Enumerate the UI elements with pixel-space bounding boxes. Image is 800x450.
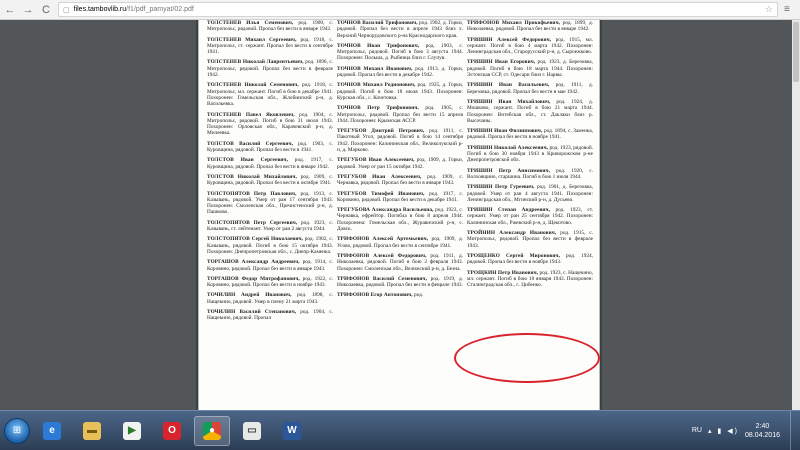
entry-name: ТРИШИН Иван Васильевич, <box>467 82 550 89</box>
word-icon: W <box>283 422 301 440</box>
clock-time: 2:40 <box>755 422 770 430</box>
memorial-entry <box>337 207 463 232</box>
memorial-entry <box>207 309 333 322</box>
memorial-entry <box>337 174 463 187</box>
entry-name: ТРИШИН Иван Михайлович, <box>467 98 551 105</box>
entry-text: род. 1915, мл. сержант. Погиб в бою 4 марта 1942. Похоронен: Ленинградская обл., Старорусский р-н, д. Сыроежково. <box>467 36 593 56</box>
entry-name: ТОЧНОВ Иван Трифонович, <box>337 42 420 49</box>
forward-button[interactable]: → <box>22 3 34 16</box>
entry-text: род. 1905, с. Митропольс, рядовой. Пропал без вести 15 апреля 1944. Похоронен: Крымская АССР. <box>337 105 464 124</box>
taskbar-chrome-button[interactable] <box>194 416 230 446</box>
entry-name: ТРОЩЕНКО Сергей Миронович, <box>467 252 561 259</box>
memorial-entry <box>207 276 333 289</box>
entry-name: ТРИШИН Николай Алексеевич, <box>467 144 549 151</box>
entry-text: род. 1904, с. Нащекино, рядовой. Пропал <box>207 308 334 322</box>
entry-text: род. 1903, с. Митропольс, рядовой. Погиб в бою 3 августа 1944. Похоронен: Польша, д. Рыбница близ г. Слупув. <box>337 42 463 62</box>
bookmark-star-icon[interactable]: ☆ <box>764 4 773 14</box>
taskbar-apps <box>30 416 310 446</box>
entry-name: ТОЛСТЕНЕВ Павел Яковлевич, <box>207 111 295 118</box>
entry-text: род. 1913, с. Казывань, рядовой. Умер от ран 17 сентября 1943. Похоронен: Смоленская обл., Пречистенский р-н, д. Пашково. <box>207 190 334 216</box>
clock[interactable] <box>745 422 780 440</box>
entry-name: ТРИШИН Иван Филиппович, <box>467 128 543 135</box>
entry-text: род. 1922, с. Коровино, рядовой. Пропал без вести в ноябре 1943. <box>207 275 333 289</box>
entry-text: род. 1902, с. Казывань, рядовой. Погиб в бою 15 октября 1943. Похоронен: Днепропетровская обл., с. Днепр-Каменка. <box>207 236 333 255</box>
entry-name: ТРИФОНОВ Алексей Федорович, <box>337 252 427 259</box>
entry-name: ТРЕГУБОВ Дмитрий Петрович, <box>337 128 425 135</box>
entry-text: род. 1909, с. Чернавка, рядовой. Пропал без вести в январе 1943. <box>337 173 464 187</box>
entry-name: ТОЛСТЕНЕВ Михаил Сергеевич, <box>207 36 297 43</box>
reload-button[interactable]: C <box>42 3 50 16</box>
start-button[interactable]: ⊞ <box>4 418 30 444</box>
memorial-entry <box>207 259 333 272</box>
show-desktop-button[interactable] <box>790 411 800 450</box>
taskbar-folder-button[interactable] <box>74 416 110 446</box>
entry-text: род. 1918, с. Митропольс, ст. сержант. Пропал без вести в сентябре 1941. <box>207 36 333 56</box>
entry-text: род. 1924, рядовой. Пропал без вести в ноябре 1943. <box>467 252 593 266</box>
entry-text: род. 1901, д. Березовка, рядовой. Умер от ран 4 августа 1941. Похоронен: Ленинградская обл., Мгинский р-н, д. Дусьево. <box>467 184 593 203</box>
entry-name: ТРИФОНОВ Михаил Прокофьевич, <box>467 20 561 26</box>
pdf-viewer[interactable] <box>0 20 800 410</box>
entry-text: род. 1924, д. Мошково, сержант. Погиб в бою 21 марта 1944. Похоронен: Витебская обл., ст. Даклаки близ р. Высочаны. <box>467 98 594 124</box>
entry-name: ТРОЩКИН Петр Иванович, <box>467 269 539 276</box>
memorial-entry <box>207 59 333 78</box>
back-button[interactable]: ← <box>4 3 16 16</box>
memorial-entry <box>207 174 333 187</box>
entry-name: ТОЛСТЕНЕВ Николай Семенович, <box>207 82 299 89</box>
entry-name: ТРЕГУБОВ Иван Алексеевич, <box>337 157 415 164</box>
memorial-entry <box>467 128 593 141</box>
memorial-entry <box>467 99 593 124</box>
memorial-entry <box>337 66 463 79</box>
entry-name: ТОЛСТОПЯТОВ Петр Павлович, <box>207 190 297 197</box>
entry-name: ТРОЙНИН Александр Иванович, <box>467 230 557 237</box>
entry-name: ТРИШИН Алексей Федорович, <box>467 36 552 43</box>
entry-text: род. 1911, д. Николаевка, рядовой. Погиб в бою 2 февраля 1943. Похоронен: Смоленская обл., Велижский р-н, д. Безна. <box>337 252 463 272</box>
memorial-entry <box>207 112 333 137</box>
memorial-entry <box>337 191 463 204</box>
memorial-entry <box>207 141 333 154</box>
entry-text: род. 1923, рядовой. Погиб в бою 30 ноября 1943 в Криворожском р-не Днепропетровской обл. <box>467 144 594 164</box>
entry-text: род. 1920, с. Волхоящино, старшина. Погиб в бою 1 июля 1944. <box>467 167 593 180</box>
text-column-1 <box>207 20 333 326</box>
memorial-entry <box>467 20 593 33</box>
address-bar[interactable] <box>58 2 778 17</box>
entry-name: ТОЧНОВ Михаил Иванович, <box>337 65 413 72</box>
entry-name: ТОЛСТОВ Василий Сергеевич, <box>207 140 294 147</box>
folder-icon: ▬ <box>83 422 101 440</box>
entry-text: род. 1915, с. Митропольс, рядовой. Пропал без вести в феврале 1943. <box>467 230 594 249</box>
entry-name: ТОРГАШОВ Александр Андреевич, <box>207 259 300 266</box>
entry-name: ТРЕГУБОВ Иван Алексеевич, <box>337 173 422 180</box>
memorial-entry <box>207 236 333 255</box>
memorial-entry <box>337 82 463 101</box>
entry-name: ТОЛСТОВ Иван Сергеевич, <box>207 157 289 164</box>
entry-name: ТОЧНОВ Михаил Родионович, <box>337 82 416 89</box>
memorial-entry <box>467 145 593 164</box>
scrollbar-thumb[interactable] <box>793 22 799 82</box>
opera-icon: O <box>163 422 181 440</box>
memorial-entry <box>207 37 333 56</box>
memorial-entry <box>207 220 333 233</box>
taskbar-word-button[interactable] <box>274 416 310 446</box>
memorial-entry <box>467 59 593 78</box>
memorial-entry <box>207 157 333 170</box>
memorial-entry <box>467 184 593 203</box>
language-indicator[interactable]: RU <box>691 427 702 434</box>
entry-name: ТОРГАШОВ Федор Митрофанович, <box>207 275 300 282</box>
windows-explorer-icon: ▭ <box>243 422 261 440</box>
memorial-entry <box>467 82 593 95</box>
taskbar-windows-explorer-button[interactable] <box>234 416 270 446</box>
entry-text: род. 1909, с. Куровщина, рядовой. Пропал без вести в октябре 1941. <box>207 173 333 187</box>
taskbar <box>0 410 800 450</box>
memorial-entry <box>207 82 333 107</box>
memorial-entry <box>337 236 463 249</box>
entry-text: род. 1898, с. Нащекино, рядовой. Умер в плену 21 марта 1943. <box>207 292 333 305</box>
entry-name: ТРИШИН Степан Андреевич, <box>467 207 551 214</box>
entry-text: род. 1904, с. Митропольс, рядовой. Погиб в бою 31 июля 1943. Похоронен: Орловская обл., Карачевский р-н, д. Милеевка. <box>207 111 333 137</box>
taskbar-media-button[interactable] <box>114 416 150 446</box>
entry-name: ТОЛСТЕНЕВ Николай Лаврентьевич, <box>207 59 304 66</box>
entry-name: ТРИШИН Петр Гуреевич, <box>467 184 535 191</box>
memorial-entry <box>337 253 463 272</box>
memorial-entry <box>337 292 463 298</box>
entry-text: род. 1911, с. Пакотный Угол, рядовой. Погиб в бою 14 сентября 1942. Похоронен: Калининская обл., Великолукский р-н, д. Марково. <box>337 128 464 154</box>
chrome-icon: ● <box>203 422 221 440</box>
entry-name: ТРИФОНОВ Егор Антонович, <box>337 292 413 299</box>
entry-text: род. 1894, с. Заменка, рядовой. Пропал без вести в ноябре 1941. <box>467 128 593 141</box>
text-column-3 <box>467 20 593 292</box>
entry-name: ТОЛСТОВ Николай Михайлович, <box>207 173 297 180</box>
entry-text: род. 1903, с. Куровщина, рядовой. Пропал без вести в 1941. <box>207 140 333 154</box>
entry-name: ТОЛСТЕНЕВ Илья Семенович, <box>207 20 294 26</box>
memorial-entry <box>337 43 463 62</box>
entry-text: род. 1925, д. Горки, рядовой. Погиб в бою 18 июля 1943. Похоронен: Курская обл., с. Кочетовка. <box>337 82 463 101</box>
entry-text: род. 1923, д. Березовка, рядовой. Погиб в бою 18 марта 1944. Похоронен: Эстонская ССР, ст. Одесари близ г. Нарвы. <box>467 59 593 79</box>
entry-text: род. 1918, с. Митропольс, мл. сержант. Погиб в бою в декабре 1941. Похоронен: Гомельская обл., Жлобинский р-н, д. Васильевка. <box>207 82 333 108</box>
entry-text: род. 1923, с. Нащекино, мл. сержант. Погиб в бою 10 января 1943. Похоронен: Сталинградская обл., с. Цибенко. <box>467 269 593 289</box>
memorial-entry <box>337 105 463 124</box>
taskbar-opera-button[interactable] <box>154 416 190 446</box>
entry-text: род. 1900, с. Митропольс, рядовой. Пропал без вести в январе 1942. <box>207 20 334 33</box>
entry-name: ТОЧНОВ Петр Трифонович, <box>337 105 419 112</box>
memorial-entry <box>207 191 333 216</box>
entry-text: род. 1902, д. Горки, рядовой. Пропал без вести в апреле 1943 близ х. Верхний Чернорудовского р-на Краснодарского края. <box>337 20 463 39</box>
memorial-entry <box>467 37 593 56</box>
memorial-entry <box>207 292 333 305</box>
memorial-entry <box>337 128 463 153</box>
entry-text: род. 1909, д. Усово, рядовой. Пропал без вести в сентябре 1941. <box>337 236 464 249</box>
entry-text: род. 1896, с. Митропольс, рядовой. Пропал без вести в феврале 1942. <box>207 59 334 79</box>
entry-name: ТОЛСТОПЯТОВ Сергей Николаевич, <box>207 236 304 243</box>
memorial-entry <box>337 157 463 170</box>
entry-name: ТОЧИЛИН Андрей Иванович, <box>207 292 292 299</box>
page-icon: ▢ <box>63 6 70 14</box>
text-column-2 <box>337 20 463 303</box>
entry-name: ТРИФОНОВ Алексей Артемьевич, <box>337 236 429 243</box>
url-path: /f1/pdf_pamyat/02.pdf <box>126 6 194 13</box>
memorial-entry <box>467 253 593 266</box>
ie-icon: e <box>43 422 61 440</box>
memorial-entry <box>337 20 463 39</box>
red-highlight-circle <box>454 333 600 383</box>
browser-toolbar <box>0 0 800 20</box>
media-icon: ▶ <box>123 422 141 440</box>
entry-text: род. 1917, с. Коровино, рядовой. Пропал без вести в декабре 1941. <box>337 190 464 203</box>
memorial-entry <box>207 20 333 33</box>
entry-text: род. 1923, с. Казывань, ст. лейтенант. Умер от ран 2 августа 1944. <box>207 219 333 233</box>
entry-name: ТРЕГУБОВА Александра Васильевна, <box>337 207 434 214</box>
memorial-entry <box>467 230 593 249</box>
memorial-entry <box>467 270 593 289</box>
memorial-entry <box>467 207 593 226</box>
entry-text: род. 1917, с. Куровщина, рядовой. Пропал без вести в январе 1942. <box>207 157 333 170</box>
entry-text: род. 1913, д. Горки, рядовой. Пропал без вести в декабре 1942. <box>337 65 463 79</box>
entry-text: род. 1914, с. Коровино, рядовой. Пропал без вести в январе 1943. <box>207 259 333 272</box>
memorial-entry <box>337 276 463 289</box>
menu-icon[interactable]: ≡ <box>784 4 790 15</box>
entry-text: род. 1919, д. Николаевка, рядовой. Пропал без вести в феврале 1943. <box>337 275 464 289</box>
clock-date: 08.04.2016 <box>744 431 780 439</box>
tray-icons[interactable]: ▴ ▮ ◀) <box>707 427 739 435</box>
entry-name: ТРИФОНОВ Василий Семенович, <box>337 275 428 282</box>
entry-text: род. 1923, ст. сержант. Умер от ран 25 сентября 1942. Похоронен: Калининская обл., Ржевский р-н, д. Щекотово. <box>467 207 594 226</box>
entry-name: ТОЧНОВ Василий Трифонович, <box>337 20 418 26</box>
entry-text: род. 1923, с. Чернавка, ефрейтор. Погибла в бою 8 апреля 1944. Похоронена: Гомельская обл., Журавичский р-н, с. Довск. <box>337 207 463 233</box>
memorial-entry <box>467 168 593 181</box>
taskbar-ie-button[interactable] <box>34 416 70 446</box>
entry-name: ТРЕГУБОВ Тимофей Иванович, <box>337 190 425 197</box>
entry-text: род. 1899, д. Николаевка, рядовой. Пропал без вести в январе 1942. <box>467 20 594 33</box>
entry-name: ТОЧИЛИН Василий Степанович, <box>207 308 297 315</box>
system-tray <box>692 411 800 450</box>
entry-name: ТОЛСТОПЯТОВ Петр Сергеевич, <box>207 219 298 226</box>
url-host: files.tambovlib.ru <box>73 6 127 13</box>
entry-text: род. <box>414 292 424 299</box>
entry-text: род. 1911, д. Березовка, рядовой. Пропал без вести в мае 1942. <box>467 82 593 95</box>
entry-text: род. 1909, д. Горки, рядовой. Умер от ран 15 октября 1942. <box>337 157 464 170</box>
entry-name: ТРИШИН Иван Егорович, <box>467 59 536 66</box>
entry-name: ТРИШИН Петр Анисимович, <box>467 167 551 174</box>
